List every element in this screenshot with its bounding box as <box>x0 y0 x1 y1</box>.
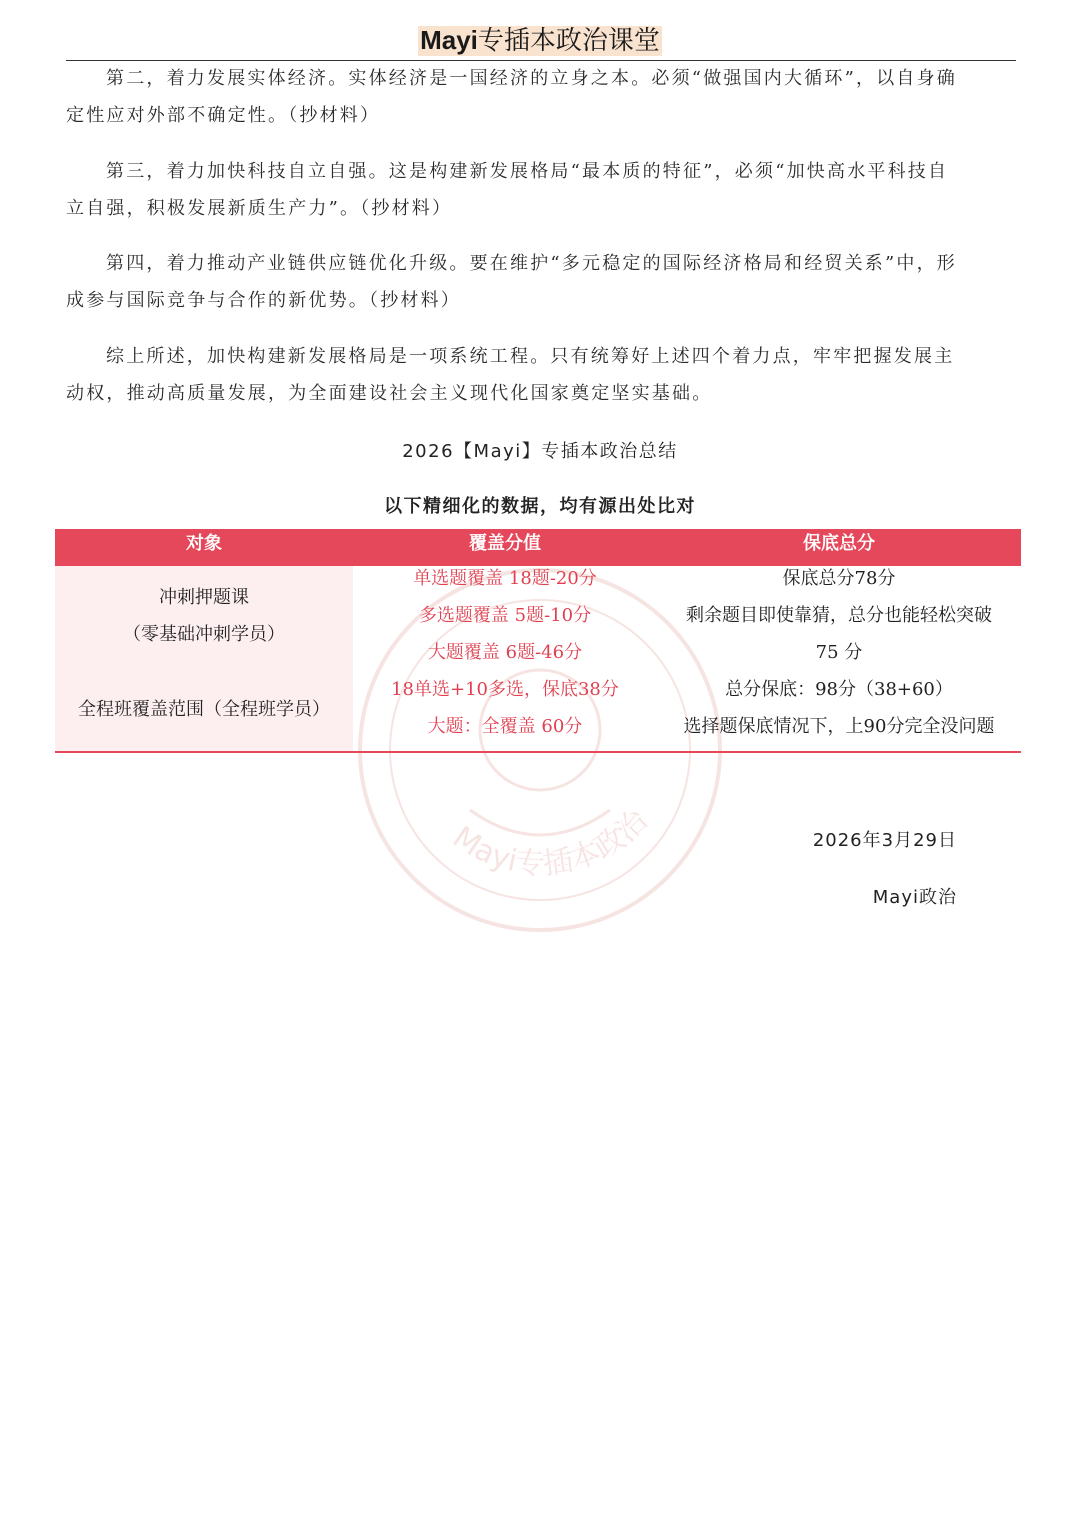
base-line-3: 75 分 <box>815 642 863 663</box>
paragraph-4: 第四，着力推动产业链供应链优化升级。要在维护“多元稳定的国际经济格局和经贸关系”中，形成参与国际竞争与合作的新优势。（抄材料） <box>66 253 957 311</box>
coverage-line-1: 单选题覆盖 18题-20分 <box>413 568 597 589</box>
header-base-score: 保底总分 <box>803 533 875 554</box>
paragraph-3: 第三，着力加快科技自立自强。这是构建新发展格局“最本质的特征”，必须“加快高水平科技自立自强，积极发展新质生产力”。（抄材料） <box>66 161 949 219</box>
paragraph-conclusion: 综上所述，加快构建新发展格局是一项系统工程。只有统筹好上述四个着力点，牢牢把握发展主动权，推动高质量发展，为全面建设社会主义现代化国家奠定坚实基础。 <box>66 346 955 404</box>
header-title-rest: 专插本政治课堂 <box>477 26 660 56</box>
coverage-line-5: 大题：全覆盖 60分 <box>427 716 583 737</box>
object-line-3: 全程班覆盖范围（全程班学员） <box>78 699 330 720</box>
coverage-line-3: 大题覆盖 6题-46分 <box>427 642 583 663</box>
base-line-2: 剩余题目即使靠猜，总分也能轻松突破 <box>686 605 992 626</box>
header-coverage: 覆盖分值 <box>469 533 541 554</box>
header-object: 对象 <box>186 533 222 554</box>
page-header-title <box>0 22 1080 59</box>
summary-subtitle: 以下精细化的数据，均有源出处比对 <box>384 496 696 517</box>
watermark-text: Mayi专插本政治 <box>446 803 655 883</box>
table-body <box>55 566 1021 752</box>
coverage-line-2: 多选题覆盖 5题-10分 <box>418 605 592 626</box>
svg-text:Mayi专插本政治 <box>446 802 655 882</box>
header-brand: Mayi <box>420 25 478 55</box>
base-line-5: 选择题保底情况下，上90分完全没问题 <box>683 716 995 737</box>
object-line-1: 冲刺押题课 <box>159 587 249 608</box>
base-line-4: 总分保底：98分（38+60） <box>725 679 953 700</box>
footer-organization: Mayi政治 <box>872 887 957 908</box>
coverage-line-4: 18单选+10多选，保底38分 <box>391 679 619 700</box>
base-line-1: 保底总分78分 <box>782 568 896 589</box>
table-bottom-rule <box>55 751 1021 753</box>
object-line-2: （零基础冲刺学员） <box>123 624 285 645</box>
summary-title: 2026【Mayi】专插本政治总结 <box>402 441 678 462</box>
footer-date: 2026年3月29日 <box>812 830 957 851</box>
summary-table <box>55 529 1021 753</box>
paragraph-2: 第二，着力发展实体经济。实体经济是一国经济的立身之本。必须“做强国内大循环”，以自身确定性应对外部不确定性。（抄材料） <box>66 68 957 126</box>
